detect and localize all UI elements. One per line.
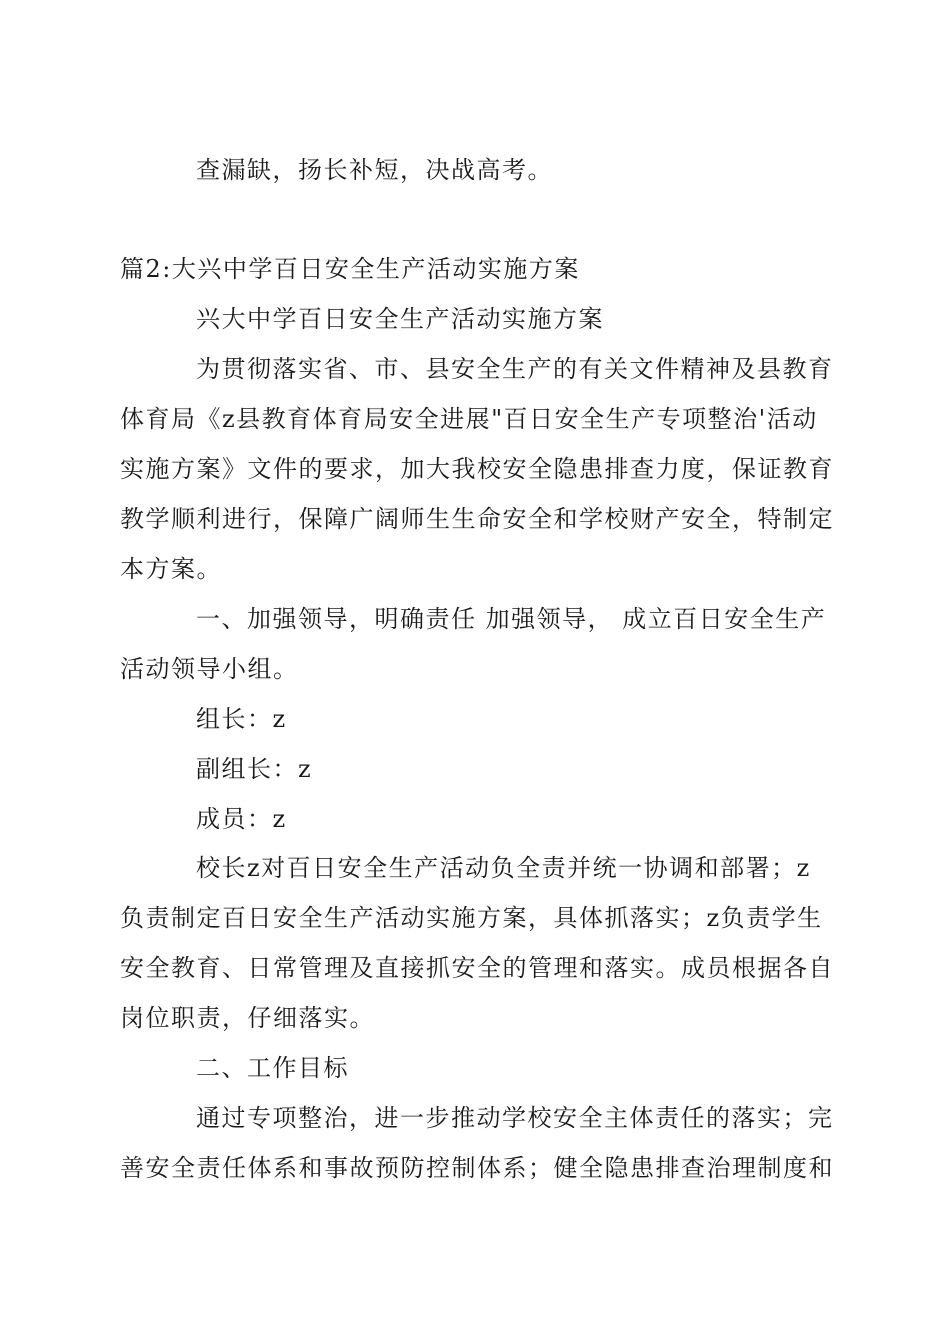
document-title: 兴大中学百日安全生产活动实施方案 bbox=[196, 305, 604, 333]
paragraph-line: 负责制定百日安全生产活动实施方案，具体抓落实；z负责学生 bbox=[120, 904, 823, 932]
paragraph-line: 查漏缺，扬长补短，决战高考。 bbox=[196, 156, 553, 184]
paragraph-line: 教学顺利进行，保障广阔师生生命安全和学校财产安全，特制定 bbox=[120, 505, 834, 533]
paragraph-line: 通过专项整治，进一步推动学校安全主体责任的落实；完 bbox=[196, 1104, 834, 1132]
section-item-heading: 二、工作目标 bbox=[196, 1054, 349, 1082]
paragraph-line: 体育局《z县教育体育局安全进展"百日安全生产专项整治'活动 bbox=[120, 405, 818, 433]
roster-leader: 组长：z bbox=[196, 705, 287, 733]
roster-deputy: 副组长：z bbox=[196, 755, 313, 783]
section-item-heading: 一、加强领导，明确责任 加强领导， 成立百日安全生产 bbox=[196, 605, 827, 633]
paragraph-line: 活动领导小组。 bbox=[120, 655, 299, 683]
roster-members: 成员：z bbox=[196, 805, 287, 833]
paragraph-line: 校长z对百日安全生产活动负全责并统一协调和部署；z bbox=[196, 854, 811, 882]
paragraph-line: 本方案。 bbox=[120, 555, 222, 583]
paragraph-line: 实施方案》文件的要求，加大我校安全隐患排查力度，保证教育 bbox=[120, 455, 834, 483]
paragraph-line: 安全教育、日常管理及直接抓安全的管理和落实。成员根据各自 bbox=[120, 954, 834, 982]
paragraph-line: 岗位职责，仔细落实。 bbox=[120, 1004, 375, 1032]
paragraph-line: 善安全责任体系和事故预防控制体系；健全隐患排查治理制度和 bbox=[120, 1154, 834, 1182]
section-heading: 篇2:大兴中学百日安全生产活动实施方案 bbox=[120, 255, 580, 283]
paragraph-line: 为贯彻落实省、市、县安全生产的有关文件精神及县教育 bbox=[196, 355, 834, 383]
